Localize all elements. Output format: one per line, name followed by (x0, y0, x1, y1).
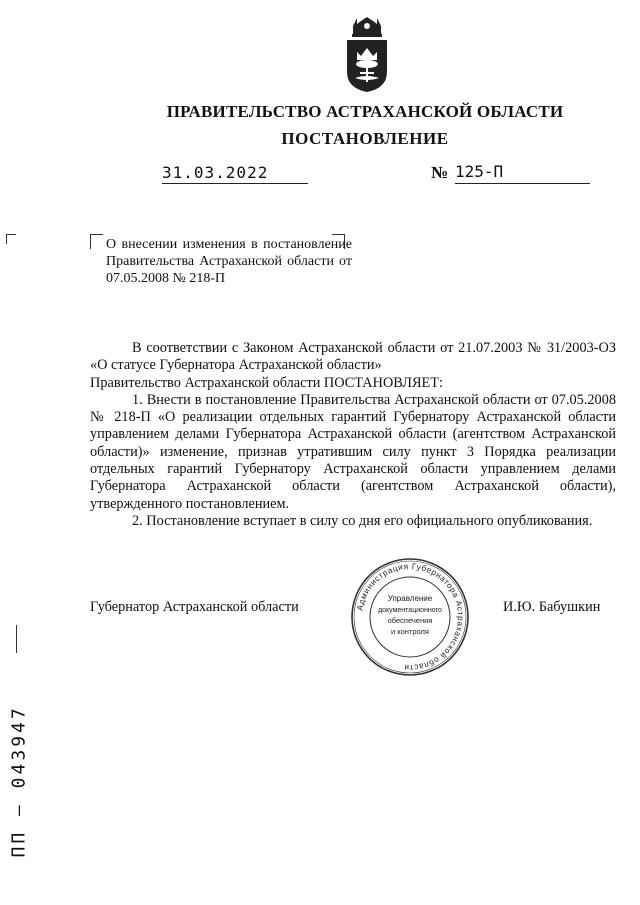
stamp-line-3: обеспечения (387, 616, 433, 625)
decree-phrase: Правительство Астраханской области ПОСТАНОВЛЯЕТ: (90, 374, 443, 391)
official-stamp (349, 556, 471, 678)
document-header (0, 102, 640, 149)
document-body (90, 340, 616, 530)
stamp-line-1: Управление (387, 594, 433, 603)
stamp-ring-text: Администрация Губернатора Астраханской области (355, 561, 466, 673)
document-number: 125-П (455, 162, 504, 181)
serial-number: ПП – 043947 (8, 705, 30, 858)
signer-name: И.Ю. Бабушкин (503, 599, 601, 615)
signer-position: Губернатор Астраханской области (90, 599, 299, 615)
document-date: 31.03.2022 (162, 163, 269, 182)
number-label: № (431, 163, 449, 182)
government-title: ПРАВИТЕЛЬСТВО АСТРАХАНСКОЙ ОБЛАСТИ (166, 102, 564, 121)
stamp-line-4: и контроля (390, 627, 430, 636)
document-subject: О внесении изменения в постановление Правительства Астраханской области от 07.05.2008 № 218-П (106, 237, 352, 286)
serial-number-block (2, 705, 32, 862)
subject-bracket-left (90, 234, 103, 249)
preamble-paragraph: В соответствии с Законом Астраханской области от 21.07.2003 № 31/2003-ОЗ «О статусе Губернатора Астраханской области» (90, 340, 616, 374)
item-2-paragraph: 2. Постановление вступает в силу со дня его официального опубликования. (132, 512, 593, 529)
corner-mark (6, 234, 16, 244)
number-underline (455, 183, 590, 184)
stamp-line-2: документационного (378, 607, 442, 614)
item-1-paragraph: 1. Внести в постановление Правительства Астраханской области от 07.05.2008 № 218-П «О реализации отдельных гарантий Губернатору Астраханской области управлением делами Губернатора Астраханской области (агентством Астраханской области)» изменение, признав утратившим силу пункт 3 Порядка реализации отдельных гарантий Губернатору Астраханской области управлением делами Губернатора Астраханской области (агентством Астраханской области), утвержденного постановлением. (90, 391, 616, 512)
date-underline (162, 183, 308, 184)
astrakhan-coat-of-arms-icon (343, 16, 391, 94)
document-type-title: ПОСТАНОВЛЕНИЕ (281, 129, 449, 148)
margin-line (16, 625, 17, 653)
